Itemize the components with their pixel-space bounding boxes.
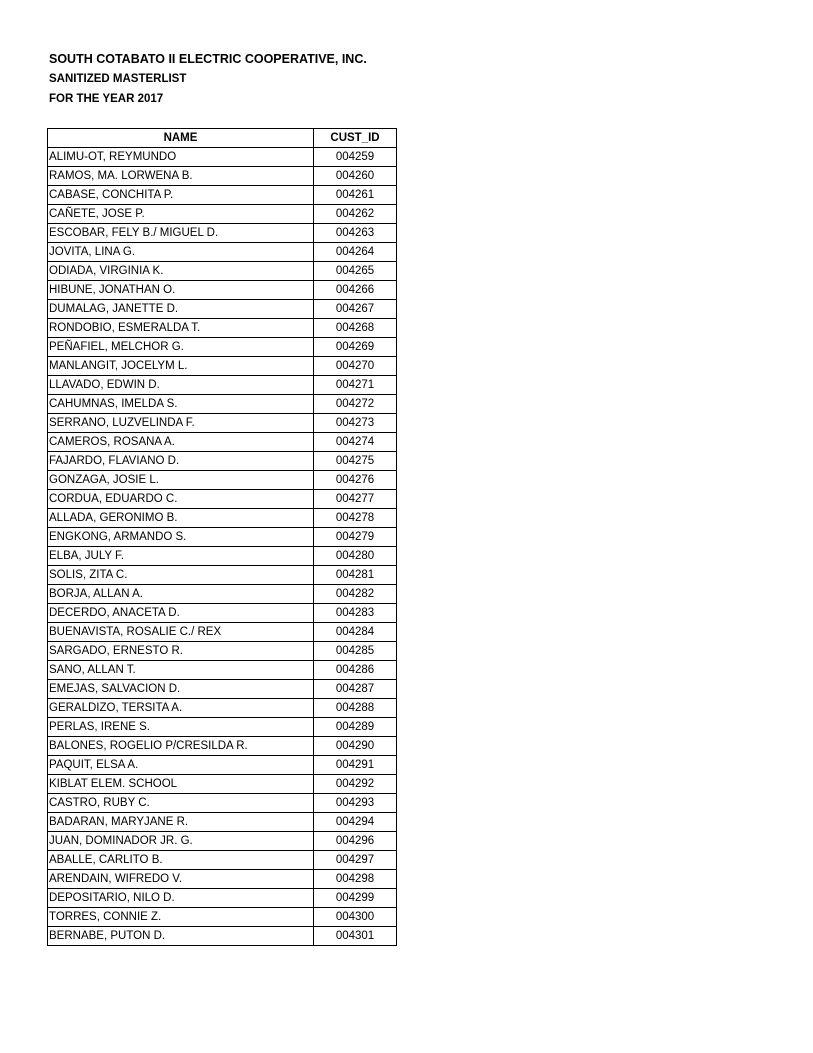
- table-row: [48, 528, 397, 547]
- table-row: [48, 338, 397, 357]
- header-row: [48, 129, 397, 148]
- customer-name-cell: DEPOSITARIO, NILO D.: [48, 889, 314, 908]
- table-row: [48, 794, 397, 813]
- customer-id-cell: 004298: [314, 870, 397, 889]
- table-row: [48, 395, 397, 414]
- customer-id-cell: 004261: [314, 186, 397, 205]
- customer-id-cell: 004291: [314, 756, 397, 775]
- table-row: [48, 433, 397, 452]
- customer-name-cell: BERNABE, PUTON D.: [48, 927, 314, 946]
- table-row: [48, 832, 397, 851]
- customer-id-cell: 004278: [314, 509, 397, 528]
- customer-name-cell: ODIADA, VIRGINIA K.: [48, 262, 314, 281]
- document-header: [49, 50, 367, 109]
- table-row: [48, 585, 397, 604]
- customer-name-cell: ALLADA, GERONIMO B.: [48, 509, 314, 528]
- table-row: [48, 452, 397, 471]
- customer-id-cell: 004294: [314, 813, 397, 832]
- table-row: [48, 680, 397, 699]
- customer-id-cell: 004281: [314, 566, 397, 585]
- customer-id-cell: 004264: [314, 243, 397, 262]
- table-row: [48, 148, 397, 167]
- table-row: [48, 262, 397, 281]
- customer-id-cell: 004260: [314, 167, 397, 186]
- customer-name-cell: ESCOBAR, FELY B./ MIGUEL D.: [48, 224, 314, 243]
- customer-name-cell: CORDUA, EDUARDO C.: [48, 490, 314, 509]
- customer-name-cell: RAMOS, MA. LORWENA B.: [48, 167, 314, 186]
- customer-id-cell: 004290: [314, 737, 397, 756]
- table-row: [48, 167, 397, 186]
- customer-name-cell: PAQUIT, ELSA A.: [48, 756, 314, 775]
- customer-id-cell: 004286: [314, 661, 397, 680]
- customer-id-cell: 004273: [314, 414, 397, 433]
- customer-name-cell: GERALDIZO, TERSITA A.: [48, 699, 314, 718]
- table-row: [48, 756, 397, 775]
- customer-id-cell: 004282: [314, 585, 397, 604]
- customer-name-cell: MANLANGIT, JOCELYM L.: [48, 357, 314, 376]
- table-row: [48, 851, 397, 870]
- table-row: [48, 509, 397, 528]
- customer-id-cell: 004292: [314, 775, 397, 794]
- table-row: [48, 870, 397, 889]
- table-row: [48, 775, 397, 794]
- customer-id-cell: 004272: [314, 395, 397, 414]
- table-row: [48, 604, 397, 623]
- customer-id-cell: 004271: [314, 376, 397, 395]
- table-row: [48, 623, 397, 642]
- customer-name-cell: BUENAVISTA, ROSALIE C./ REX: [48, 623, 314, 642]
- table-row: [48, 376, 397, 395]
- column-header-name: NAME: [48, 129, 314, 148]
- customer-id-cell: 004296: [314, 832, 397, 851]
- table-row: [48, 471, 397, 490]
- table-row: [48, 186, 397, 205]
- customer-id-cell: 004267: [314, 300, 397, 319]
- customer-name-cell: PERLAS, IRENE S.: [48, 718, 314, 737]
- table-row: [48, 718, 397, 737]
- customer-id-cell: 004299: [314, 889, 397, 908]
- masterlist-table: [47, 128, 397, 946]
- customer-id-cell: 004262: [314, 205, 397, 224]
- customer-id-cell: 004266: [314, 281, 397, 300]
- table-header: [48, 129, 397, 148]
- customer-name-cell: ALIMU-OT, REYMUNDO: [48, 148, 314, 167]
- customer-name-cell: HIBUNE, JONATHAN O.: [48, 281, 314, 300]
- customer-id-cell: 004270: [314, 357, 397, 376]
- customer-name-cell: ARENDAIN, WIFREDO V.: [48, 870, 314, 889]
- table-row: [48, 566, 397, 585]
- customer-name-cell: ELBA, JULY F.: [48, 547, 314, 566]
- customer-name-cell: RONDOBIO, ESMERALDA T.: [48, 319, 314, 338]
- customer-name-cell: SANO, ALLAN T.: [48, 661, 314, 680]
- customer-name-cell: PEÑAFIEL, MELCHOR G.: [48, 338, 314, 357]
- cooperative-name: SOUTH COTABATO II ELECTRIC COOPERATIVE, INC.: [49, 52, 367, 66]
- customer-name-cell: SARGADO, ERNESTO R.: [48, 642, 314, 661]
- document-year: FOR THE YEAR 2017: [49, 93, 164, 105]
- customer-id-cell: 004285: [314, 642, 397, 661]
- customer-name-cell: SERRANO, LUZVELINDA F.: [48, 414, 314, 433]
- table-row: [48, 319, 397, 338]
- table-row: [48, 414, 397, 433]
- table-row: [48, 927, 397, 946]
- customer-id-cell: 004274: [314, 433, 397, 452]
- customer-name-cell: CASTRO, RUBY C.: [48, 794, 314, 813]
- customer-name-cell: DECERDO, ANACETA D.: [48, 604, 314, 623]
- table-row: [48, 205, 397, 224]
- customer-id-cell: 004293: [314, 794, 397, 813]
- customer-name-cell: CAMEROS, ROSANA A.: [48, 433, 314, 452]
- customer-id-cell: 004283: [314, 604, 397, 623]
- customer-id-cell: 004280: [314, 547, 397, 566]
- customer-id-cell: 004287: [314, 680, 397, 699]
- customer-name-cell: KIBLAT ELEM. SCHOOL: [48, 775, 314, 794]
- table-body: [48, 148, 397, 946]
- customer-name-cell: CAÑETE, JOSE P.: [48, 205, 314, 224]
- table-row: [48, 737, 397, 756]
- customer-name-cell: ENGKONG, ARMANDO S.: [48, 528, 314, 547]
- customer-id-cell: 004288: [314, 699, 397, 718]
- customer-name-cell: FAJARDO, FLAVIANO D.: [48, 452, 314, 471]
- table-row: [48, 224, 397, 243]
- customer-name-cell: JUAN, DOMINADOR JR. G.: [48, 832, 314, 851]
- table-row: [48, 547, 397, 566]
- customer-name-cell: JOVITA, LINA G.: [48, 243, 314, 262]
- document-subtitle: SANITIZED MASTERLIST: [49, 73, 187, 85]
- table-row: [48, 300, 397, 319]
- customer-id-cell: 004277: [314, 490, 397, 509]
- table-row: [48, 661, 397, 680]
- customer-id-cell: 004265: [314, 262, 397, 281]
- customer-id-cell: 004284: [314, 623, 397, 642]
- customer-id-cell: 004300: [314, 908, 397, 927]
- customer-name-cell: ABALLE, CARLITO B.: [48, 851, 314, 870]
- customer-id-cell: 004275: [314, 452, 397, 471]
- table-row: [48, 490, 397, 509]
- customer-name-cell: LLAVADO, EDWIN D.: [48, 376, 314, 395]
- customer-name-cell: BORJA, ALLAN A.: [48, 585, 314, 604]
- customer-name-cell: DUMALAG, JANETTE D.: [48, 300, 314, 319]
- customer-id-cell: 004301: [314, 927, 397, 946]
- customer-id-cell: 004276: [314, 471, 397, 490]
- column-header-cust-id: CUST_ID: [314, 129, 397, 148]
- customer-name-cell: TORRES, CONNIE Z.: [48, 908, 314, 927]
- customer-name-cell: GONZAGA, JOSIE L.: [48, 471, 314, 490]
- customer-name-cell: BALONES, ROGELIO P/CRESILDA R.: [48, 737, 314, 756]
- table-row: [48, 243, 397, 262]
- table-row: [48, 642, 397, 661]
- table-row: [48, 889, 397, 908]
- table-row: [48, 813, 397, 832]
- customer-id-cell: 004268: [314, 319, 397, 338]
- table-row: [48, 699, 397, 718]
- customer-name-cell: EMEJAS, SALVACION D.: [48, 680, 314, 699]
- customer-name-cell: CAHUMNAS, IMELDA S.: [48, 395, 314, 414]
- table-row: [48, 281, 397, 300]
- customer-name-cell: BADARAN, MARYJANE R.: [48, 813, 314, 832]
- customer-id-cell: 004259: [314, 148, 397, 167]
- customer-id-cell: 004269: [314, 338, 397, 357]
- customer-id-cell: 004297: [314, 851, 397, 870]
- table-row: [48, 357, 397, 376]
- customer-name-cell: SOLIS, ZITA C.: [48, 566, 314, 585]
- customer-id-cell: 004263: [314, 224, 397, 243]
- customer-id-cell: 004279: [314, 528, 397, 547]
- customer-id-cell: 004289: [314, 718, 397, 737]
- customer-name-cell: CABASE, CONCHITA P.: [48, 186, 314, 205]
- table-row: [48, 908, 397, 927]
